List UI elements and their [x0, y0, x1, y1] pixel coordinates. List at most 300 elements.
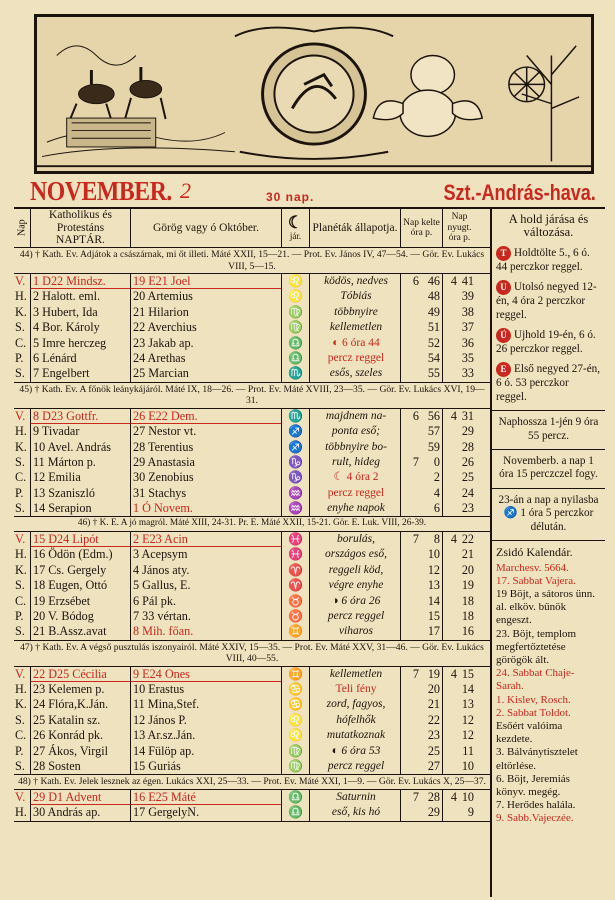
zodiac-icon: ♍	[281, 320, 309, 335]
sunset-hour: 4	[442, 667, 459, 682]
catholic-day: 28 Sosten	[30, 759, 130, 774]
day-of-week: C.	[15, 593, 27, 608]
day-of-week: S.	[15, 320, 25, 335]
sunset-hour	[442, 351, 459, 366]
day-of-week: S.	[15, 759, 25, 774]
gospel-reading: 48) † Kath. Ev. Jelek lesznek az égen. Lukács XXI, 25—33. — Prot. Ev. Máté XXI, 1—9. — Gör. Ev. Lukács X, 25—37.	[14, 775, 490, 790]
moon-phase-icon: E	[496, 362, 511, 377]
day-of-week: V.	[15, 666, 26, 681]
sunset-hour	[442, 320, 459, 335]
table-row	[14, 409, 490, 424]
moon-icon: ☾	[287, 212, 304, 232]
catholic-day: 22 D25 Cécilia	[30, 667, 130, 682]
month-title: NOVEMBER.	[30, 176, 172, 206]
table-row	[14, 667, 490, 682]
zodiac-icon: ♋	[281, 697, 309, 712]
sunrise-minute: 56	[427, 408, 440, 423]
sunset-hour	[442, 547, 459, 562]
table-row	[14, 609, 490, 624]
sunset-hour	[442, 578, 459, 593]
sunrise-minute: 54	[427, 350, 440, 365]
planet-state: ☾ 4 óra 2	[309, 470, 400, 485]
planet-state: többnyire bo-	[309, 440, 400, 455]
sunset-hour: 4	[442, 274, 459, 289]
jewish-calendar-entry: Esőért valóima kezdete.	[496, 719, 563, 746]
sunset-minute: 22	[461, 531, 474, 546]
sunrise-hour	[400, 336, 421, 351]
sunset-hour	[442, 682, 459, 697]
sunrise-minute: 19	[427, 666, 440, 681]
old-calendar-entry: 29 Anastasia	[133, 454, 195, 469]
sunset-hour	[442, 697, 459, 712]
sunset-minute: 16	[461, 624, 474, 639]
catholic-day: 12 Emilia	[30, 470, 130, 485]
planet-state: kellemetlen	[309, 667, 400, 682]
sunrise-hour	[400, 501, 421, 516]
sunrise-minute: 13	[427, 578, 440, 593]
sunrise-hour	[400, 351, 421, 366]
zodiac-icon: ♒	[281, 486, 309, 501]
old-calendar-entry: 12 János P.	[133, 712, 187, 727]
day-of-week: S.	[15, 454, 25, 469]
zodiac-icon: ♈	[281, 563, 309, 578]
sunset-hour	[442, 759, 459, 774]
gospel-reading: 46) † K. E. A jó magról. Máté XIII, 24-31. Pr. E. Máté XXII, 15-21. Gör. E. Luk. VIII, 26-39.	[14, 517, 490, 532]
sunset-minute: 37	[461, 320, 474, 335]
saint-month-title: Szt.-András-hava.	[443, 180, 596, 205]
sunset-hour	[442, 713, 459, 728]
catholic-day: 15 D24 Lipót	[30, 532, 130, 547]
old-calendar-entry: 14 Fülöp ap.	[133, 743, 195, 758]
moon-phase-text: Ujhold 19-én, 6 ó. 26 perczkor reggel.	[496, 329, 596, 356]
handwritten-mark: 2	[180, 178, 191, 203]
moon-phase-text: Utolsó negyed 12-én, 4 óra 2 perczkor reggel.	[496, 281, 597, 321]
sunset-minute: 33	[461, 366, 474, 381]
old-calendar-entry: 2 E23 Acin	[133, 531, 188, 546]
sunrise-minute: 8	[433, 531, 440, 546]
jewish-calendar-entry: 3. Bálványtisztelet eltörlése.	[496, 746, 578, 772]
planet-state: percz reggel	[309, 609, 400, 624]
gospel-reading: 47) † Kath. Ev. A végső pusztulás iszonyairól. Máté XXIV, 15—35. — Prot. Ev. Máté XXV, 31—46. — Gör. Ev. Lukács VIII, 40—55.	[14, 641, 490, 667]
gospel-reading: 45) † Kath. Ev. A főnök leánykájáról. Máté IX, 18—26. — Prot. Ev. Máté XVIII, 23—35. — Gör. Ev. Lukács XVI, 19—31.	[14, 383, 490, 409]
zodiac-icon: ♎	[281, 790, 309, 805]
zodiac-icon: ♑	[281, 470, 309, 485]
orthodox-day	[130, 351, 281, 366]
sunset-hour: 4	[442, 532, 459, 547]
sunset-hour	[442, 609, 459, 624]
planet-state: országos eső,	[309, 547, 400, 562]
catholic-day: 2 Halott. eml.	[30, 289, 130, 304]
table-header	[14, 207, 490, 248]
zodiac-icon: ♉	[281, 594, 309, 609]
orthodox-day	[130, 744, 281, 759]
sunrise-hour	[400, 609, 421, 624]
catholic-day: 4 Bor. Károly	[30, 320, 130, 335]
old-calendar-entry: 23 Jakab ap.	[133, 335, 194, 350]
sunset-minute: 39	[461, 289, 474, 304]
old-calendar-entry: 17 GergelyN.	[133, 805, 200, 820]
sunrise-hour	[400, 305, 421, 320]
orthodox-day	[130, 455, 281, 470]
sunrise-hour	[400, 682, 421, 697]
catholic-day: 5 Imre herczeg	[30, 336, 130, 351]
jewish-calendar-entry: 23. Böjt, templom megfertőztetése görögök ált.	[496, 627, 577, 666]
table-row	[14, 440, 490, 455]
sunrise-minute: 55	[427, 366, 440, 381]
sunset-hour	[442, 424, 459, 439]
catholic-day: 11 Márton p.	[30, 455, 130, 470]
orthodox-day	[130, 305, 281, 320]
table-row	[14, 351, 490, 366]
title-row	[30, 176, 600, 206]
sunset-hour	[442, 728, 459, 743]
catholic-day: 24 Flóra,K.Ján.	[30, 697, 130, 712]
sunrise-hour	[400, 805, 421, 820]
table-row	[14, 336, 490, 351]
col-nap: Nap	[16, 219, 28, 237]
day-of-week: K.	[15, 439, 27, 454]
orthodox-day	[130, 424, 281, 439]
planet-state: percz reggel	[309, 759, 400, 774]
table-row	[14, 274, 490, 289]
day-of-week: P.	[15, 485, 24, 500]
old-calendar-entry: 31 Stachys	[133, 485, 187, 500]
sunset-minute: 35	[461, 350, 474, 365]
sunset-hour	[442, 624, 459, 639]
planet-state: reggeli köd,	[309, 563, 400, 578]
sunrise-hour	[400, 713, 421, 728]
orthodox-day	[130, 697, 281, 712]
sunset-minute: 15	[461, 666, 474, 681]
moon-phase-heading: A hold járása és változása.	[508, 212, 589, 240]
catholic-day: 23 Kelemen p.	[30, 682, 130, 697]
sunrise-hour	[400, 547, 421, 562]
col-moon-label: jár.	[289, 231, 302, 242]
table-row	[14, 682, 490, 697]
jewish-calendar-entry: 17. Sabbat Vajera.	[496, 574, 576, 587]
header-illustration	[34, 14, 594, 174]
sunset-minute: 25	[461, 470, 474, 485]
old-calendar-entry: 20 Artemius	[133, 289, 193, 304]
table-row	[14, 713, 490, 728]
jewish-calendar-entry: 6. Böjt, Jeremiás könyv. megég.	[496, 772, 570, 798]
planet-state: enyhe napok	[309, 501, 400, 516]
sunrise-hour: 7	[400, 532, 421, 547]
col-greek: Görög vagy ó Október.	[130, 209, 281, 247]
old-calendar-entry: 8 Mih. főan.	[133, 624, 194, 639]
sunrise-hour	[400, 470, 421, 485]
day-count: 30 nap.	[266, 190, 315, 204]
old-calendar-entry: 26 E22 Dem.	[133, 408, 198, 423]
divider	[492, 410, 605, 411]
sunrise-hour: 7	[400, 667, 421, 682]
day-of-week: S.	[15, 366, 25, 381]
divider	[492, 449, 605, 450]
old-calendar-entry: 22 Averchius	[133, 320, 197, 335]
orthodox-day	[130, 713, 281, 728]
sunset-minute: 38	[461, 304, 474, 319]
day-of-week: H.	[15, 424, 27, 439]
zodiac-icon: ♓	[281, 532, 309, 547]
sunrise-minute: 21	[427, 697, 440, 712]
day-of-week: V.	[15, 789, 26, 804]
day-of-week: K.	[15, 697, 27, 712]
day-of-week: S.	[15, 712, 25, 727]
day-of-week: C.	[15, 335, 27, 350]
catholic-day: 3 Hubert, Ida	[30, 305, 130, 320]
orthodox-day	[130, 336, 281, 351]
zodiac-icon: ♉	[281, 609, 309, 624]
day-of-week: H.	[15, 289, 27, 304]
jewish-calendar-entry: 19 Böjt, a sátoros ünn. al. elköv. bűnök engeszt.	[496, 587, 595, 627]
sunrise-minute: 10	[427, 547, 440, 562]
sunrise-hour	[400, 624, 421, 639]
old-calendar-entry: 7 33 vértan.	[133, 608, 191, 623]
sunrise-hour	[400, 440, 421, 455]
table-row	[14, 532, 490, 547]
catholic-day: 27 Ákos, Virgil	[30, 744, 130, 759]
catholic-day: 30 András ap.	[30, 805, 130, 820]
sunrise-minute: 20	[427, 682, 440, 697]
zodiac-icon: ♑	[281, 455, 309, 470]
sunset-hour	[442, 305, 459, 320]
sunset-minute: 21	[461, 547, 474, 562]
old-calendar-entry: 15 Guriás	[133, 759, 181, 774]
day-of-week: V.	[15, 531, 26, 546]
orthodox-day	[130, 728, 281, 743]
sunrise-minute: 57	[427, 424, 440, 439]
table-row	[14, 366, 490, 381]
old-calendar-entry: 25 Marcian	[133, 366, 189, 381]
moon-phase-list	[496, 246, 601, 404]
jewish-calendar-entry: 24. Sabbat Chaje-Sarah.	[496, 667, 575, 693]
zodiac-icon: ♎	[281, 805, 309, 820]
sunset-hour	[442, 289, 459, 304]
sunset-hour: 4	[442, 409, 459, 424]
catholic-day: 7 Engelbert	[30, 366, 130, 381]
sunrise-minute: 28	[427, 789, 440, 804]
planet-state: eső, kis hó	[309, 805, 400, 820]
sunset-hour	[442, 501, 459, 516]
sunrise-hour	[400, 320, 421, 335]
col-moon	[281, 209, 309, 247]
table-row	[14, 624, 490, 639]
catholic-day: 17 Cs. Gergely	[30, 563, 130, 578]
day-of-week: H.	[15, 682, 27, 697]
table-row	[14, 470, 490, 485]
planet-state: borulás,	[309, 532, 400, 547]
sunset-minute: 29	[461, 424, 474, 439]
old-calendar-entry: 13 Ar.sz.Ján.	[133, 728, 196, 743]
zodiac-icon: ♐	[281, 424, 309, 439]
day-of-week: P.	[15, 608, 24, 623]
catholic-day: 1 D22 Mindsz.	[30, 274, 130, 289]
zodiac-icon: ♎	[281, 351, 309, 366]
week-block	[14, 790, 490, 822]
old-calendar-entry: 6 Pál pk.	[133, 593, 176, 608]
catholic-day: 8 D23 Gottfr.	[30, 409, 130, 424]
jewish-calendar-entry: 1. Kislev, Rosch.	[496, 693, 571, 706]
orthodox-day	[130, 366, 281, 381]
catholic-day: 21 B.Assz.avat	[30, 624, 130, 639]
zodiac-icon: ♍	[281, 305, 309, 320]
catholic-day: 6 Lénárd	[30, 351, 130, 366]
orthodox-day	[130, 274, 281, 289]
table-row	[14, 424, 490, 439]
day-of-week: H.	[15, 805, 27, 820]
table-row	[14, 305, 490, 320]
zodiac-icon: ♋	[281, 682, 309, 697]
sunrise-hour: 6	[400, 274, 421, 289]
sunset-hour	[442, 486, 459, 501]
sunrise-minute: 14	[427, 593, 440, 608]
sunrise-hour	[400, 424, 421, 439]
planet-state: percz reggel	[309, 351, 400, 366]
moon-phase-item	[496, 280, 601, 322]
sunrise-hour: 7	[400, 790, 421, 805]
jewish-calendar-list	[496, 562, 601, 826]
sunset-hour	[442, 366, 459, 381]
old-calendar-entry: 5 Gallus, E.	[133, 578, 191, 593]
sunset-minute: 9	[467, 805, 474, 820]
sunset-minute: 26	[461, 454, 474, 469]
zodiac-icon: ♈	[281, 578, 309, 593]
orthodox-day	[130, 759, 281, 774]
planet-state: hófelhők	[309, 713, 400, 728]
catholic-day: 29 D1 Advent	[30, 790, 130, 805]
table-row	[14, 805, 490, 820]
orthodox-day	[130, 805, 281, 820]
week-block	[14, 532, 490, 641]
zodiac-icon: ♌	[281, 713, 309, 728]
day-of-week: K.	[15, 304, 27, 319]
day-length: Naphossza 1-jén 9 óra 55 percz.	[498, 416, 599, 442]
col-sunset: Nap nyugt. óra p.	[442, 209, 476, 247]
day-of-week: S.	[15, 501, 25, 516]
sunset-minute: 14	[461, 682, 474, 697]
zodiac-icon: ♌	[281, 289, 309, 304]
zodiac-icon: ♌	[281, 728, 309, 743]
planet-state: viharos	[309, 624, 400, 639]
col-planet: Planéták állapotja.	[309, 209, 400, 247]
moon-phase-text: Holdtölte 5., 6 ó. 44 perczkor reggel.	[496, 246, 590, 273]
sunset-hour	[442, 744, 459, 759]
orthodox-day	[130, 563, 281, 578]
zodiac-icon: ♏	[281, 366, 309, 381]
planet-state: percz reggel	[309, 486, 400, 501]
planet-state: ködös, nedves	[309, 274, 400, 289]
sunrise-minute: 22	[427, 712, 440, 727]
sunset-minute: 20	[461, 562, 474, 577]
sunset-minute: 18	[461, 593, 474, 608]
planet-state: kellemetlen	[309, 320, 400, 335]
zodiac-icon: ♎	[281, 336, 309, 351]
calendar-table	[14, 207, 490, 822]
sunrise-minute: 2	[433, 470, 440, 485]
catholic-day: 26 Konrád pk.	[30, 728, 130, 743]
planet-state: Tóbiás	[309, 289, 400, 304]
sunset-minute: 24	[461, 485, 474, 500]
side-column	[490, 207, 605, 897]
planet-state: esős, szeles	[309, 366, 400, 381]
catholic-day: 20 V. Bódog	[30, 609, 130, 624]
gospel-reading: 44) † Kath. Ev. Adjátok a császárnak, mi őt illeti. Máté XXII, 15—21. — Prot. Ev. János IV, 47—54. — Gör. Ev. Lukács VIII, 5—15.	[14, 248, 490, 274]
sunset-minute: 41	[461, 274, 474, 288]
planet-state: majdnem na-	[309, 409, 400, 424]
sunrise-hour	[400, 697, 421, 712]
planet-state: végre enyhe	[309, 578, 400, 593]
moon-phase-icon: U	[496, 280, 511, 295]
zodiac-icon: ♓	[281, 547, 309, 562]
orthodox-day	[130, 594, 281, 609]
planet-state: mutatkoznak	[309, 728, 400, 743]
jewish-calendar-entry: 7. Herődes halála.	[496, 799, 576, 812]
moon-phase-icon: T	[496, 246, 511, 261]
orthodox-day	[130, 682, 281, 697]
sunset-hour	[442, 563, 459, 578]
sunrise-hour	[400, 563, 421, 578]
orthodox-day	[130, 440, 281, 455]
table-row	[14, 744, 490, 759]
zodiac-icon: ♒	[281, 501, 309, 516]
sunset-hour	[442, 440, 459, 455]
jewish-calendar-title: Zsidó Kalendár.	[496, 545, 573, 560]
old-calendar-entry: 11 Mina,Stef.	[133, 697, 200, 712]
planet-state: Teli fény	[309, 682, 400, 697]
sunrise-minute: 0	[433, 454, 440, 469]
catholic-day: 9 Tivadar	[30, 424, 130, 439]
orthodox-day	[130, 320, 281, 335]
jewish-calendar-entry: Marchesv. 5664.	[496, 561, 569, 574]
orthodox-day	[130, 409, 281, 424]
old-calendar-entry: 9 E24 Ones	[133, 666, 190, 681]
old-calendar-entry: 21 Hilarion	[133, 304, 189, 319]
sunrise-minute: 23	[427, 728, 440, 743]
old-calendar-entry: 19 E21 Joel	[133, 274, 191, 288]
table-row	[14, 578, 490, 593]
sunrise-minute: 12	[427, 562, 440, 577]
old-calendar-entry: 30 Zenobius	[133, 470, 194, 485]
sunrise-hour	[400, 744, 421, 759]
moon-phase-text: Első negyed 27-én, 6 ó. 53 perczkor reggel.	[496, 363, 601, 403]
moon-phase-item	[496, 362, 601, 404]
table-row	[14, 501, 490, 516]
day-of-week: C.	[15, 470, 27, 485]
old-calendar-entry: 3 Acepsym	[133, 547, 188, 562]
weeks-container	[14, 248, 490, 822]
planet-state: Saturnin	[309, 790, 400, 805]
planet-state: ◐ 6 óra 44	[309, 336, 400, 351]
orthodox-day	[130, 470, 281, 485]
sunset-minute: 36	[461, 335, 474, 350]
sunrise-hour	[400, 289, 421, 304]
planet-state: zord, fagyos,	[309, 697, 400, 712]
old-calendar-entry: 4 János aty.	[133, 562, 190, 577]
catholic-day: 16 Ödön (Edm.)	[30, 547, 130, 562]
zodiac-icon: ♊	[281, 624, 309, 639]
sunset-minute: 10	[461, 759, 474, 774]
catholic-day: 19 Erzsébet	[30, 594, 130, 609]
old-calendar-entry: 16 E25 Máté	[133, 789, 196, 804]
week-block	[14, 274, 490, 383]
sunrise-minute: 59	[427, 439, 440, 454]
zodiac-icon: ♍	[281, 759, 309, 774]
sunrise-minute: 52	[427, 335, 440, 350]
sunrise-minute: 4	[433, 485, 440, 500]
sunset-minute: 11	[462, 743, 474, 758]
zodiac-icon: ♊	[281, 667, 309, 682]
week-block	[14, 667, 490, 776]
